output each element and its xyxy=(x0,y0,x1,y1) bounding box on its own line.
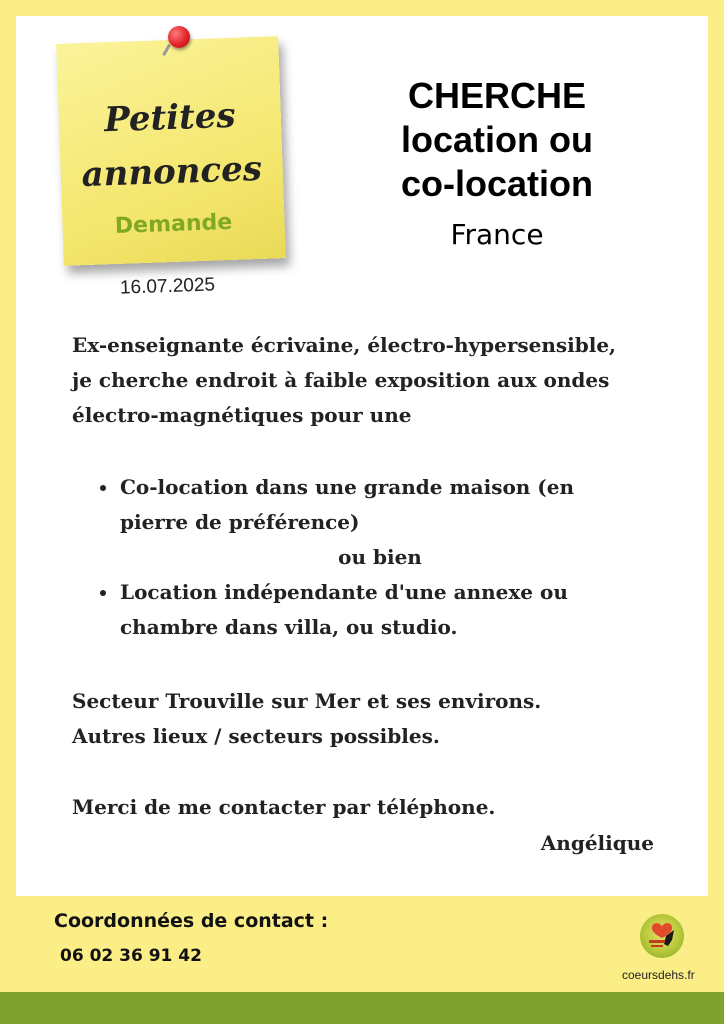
contact-label: Coordonnées de contact : xyxy=(54,910,329,932)
heading-line1: CHERCHE xyxy=(407,75,586,116)
sector-paragraph xyxy=(72,684,672,754)
phone-number[interactable]: 06 02 36 91 42 xyxy=(60,946,202,966)
heading-line3: co-location xyxy=(400,163,593,204)
website-link[interactable]: coeursdehs.fr xyxy=(622,968,695,982)
signature: Angélique xyxy=(540,831,654,855)
sector-line: Autres lieux / secteurs possibles. xyxy=(72,724,440,748)
intro-line: je cherche endroit à faible exposition aux ondes xyxy=(72,368,610,392)
closing-text: Merci de me contacter par téléphone. xyxy=(72,795,496,819)
intro-paragraph xyxy=(72,328,672,433)
bullet-list xyxy=(100,470,620,645)
heart-bird-logo-icon xyxy=(640,914,684,958)
announcement-date: 16.07.2025 xyxy=(119,274,216,299)
note-title-line2: annonces xyxy=(80,148,263,196)
bullet-line: Location indépendante d'une annexe ou xyxy=(120,580,568,604)
bullet-item-location xyxy=(100,575,620,645)
sticky-note xyxy=(56,36,286,266)
heading-country: France xyxy=(450,218,544,251)
sector-line: Secteur Trouville sur Mer et ses environs. xyxy=(72,689,542,713)
intro-line: Ex-enseignante écrivaine, électro-hypersensible, xyxy=(72,333,617,357)
bullet-line: chambre dans villa, ou studio. xyxy=(120,615,458,639)
footer-green-bar xyxy=(0,992,724,1024)
bullet-line: pierre de préférence) xyxy=(120,510,360,534)
bullet-line: Co-location dans une grande maison (en xyxy=(120,475,575,499)
bullet-separator: ou bien xyxy=(338,545,422,569)
pushpin-icon xyxy=(168,26,190,48)
note-title-line1: Petites xyxy=(103,95,237,141)
intro-line: électro-magnétiques pour une xyxy=(72,403,412,427)
note-subtitle: Demande xyxy=(114,209,233,239)
heading-line2: location ou xyxy=(401,119,593,160)
bullet-item-colocation xyxy=(100,470,620,540)
